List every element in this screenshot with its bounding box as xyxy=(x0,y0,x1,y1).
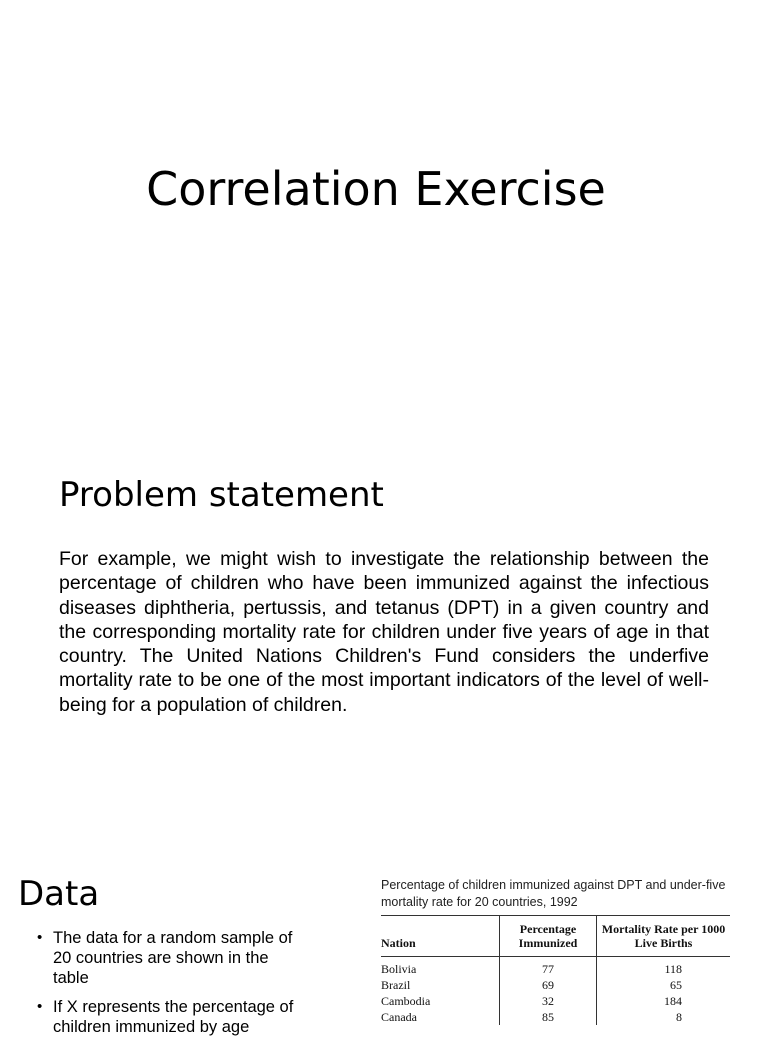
data-slide xyxy=(0,830,768,1036)
bullet-list xyxy=(36,928,296,1046)
problem-statement-slide xyxy=(0,430,768,830)
table-caption: Percentage of children immunized against DPT and under-five mortality rate for 20 countries, 1992 xyxy=(381,878,726,909)
title-slide xyxy=(0,0,768,430)
column-header-nation: Nation xyxy=(381,916,500,957)
table-row xyxy=(381,977,730,993)
bullet-item: • If X represents the percentage of children immunized by age xyxy=(36,997,296,1037)
table-row xyxy=(381,993,730,1009)
cell-percentage: 32 xyxy=(500,993,597,1009)
data-table-figure xyxy=(381,877,731,1025)
table-row xyxy=(381,957,730,978)
cell-percentage: 77 xyxy=(500,957,597,978)
problem-statement-text: For example, we might wish to investigate the relationship between the percentage of children who have been immunized against the infectious diseases diphtheria, pertussis, and tetanus (DPT) in a given country and the corresponding mortality rate for children under five years of age in that country. The United Nations Children's Fund considers the underfive mortality rate to be one of the most important indicators of the level of well-being for a population of children. xyxy=(59,548,709,716)
slide-heading: Data xyxy=(18,874,100,914)
slide-heading: Problem statement xyxy=(59,475,384,515)
data-table xyxy=(381,915,730,1025)
cell-nation: Canada xyxy=(381,1010,417,1024)
cell-mortality: 8 xyxy=(597,1009,731,1025)
cell-mortality: 184 xyxy=(597,993,731,1009)
cell-mortality: 118 xyxy=(597,957,731,978)
column-header-mortality: Mortality Rate per 1000 Live Births xyxy=(597,916,731,957)
cell-percentage: 85 xyxy=(500,1009,597,1025)
slide-title: Correlation Exercise xyxy=(146,162,606,216)
table-row xyxy=(381,1009,730,1025)
cell-percentage: 69 xyxy=(500,977,597,993)
bullet-item: • The data for a random sample of 20 countries are shown in the table xyxy=(36,928,296,988)
table-header-row xyxy=(381,916,730,957)
column-header-percentage: Percentage Immunized xyxy=(500,916,597,957)
cell-nation: Cambodia xyxy=(381,994,431,1008)
cell-nation: Brazil xyxy=(381,978,411,992)
cell-mortality: 65 xyxy=(597,977,731,993)
cell-nation: Bolivia xyxy=(381,962,417,976)
